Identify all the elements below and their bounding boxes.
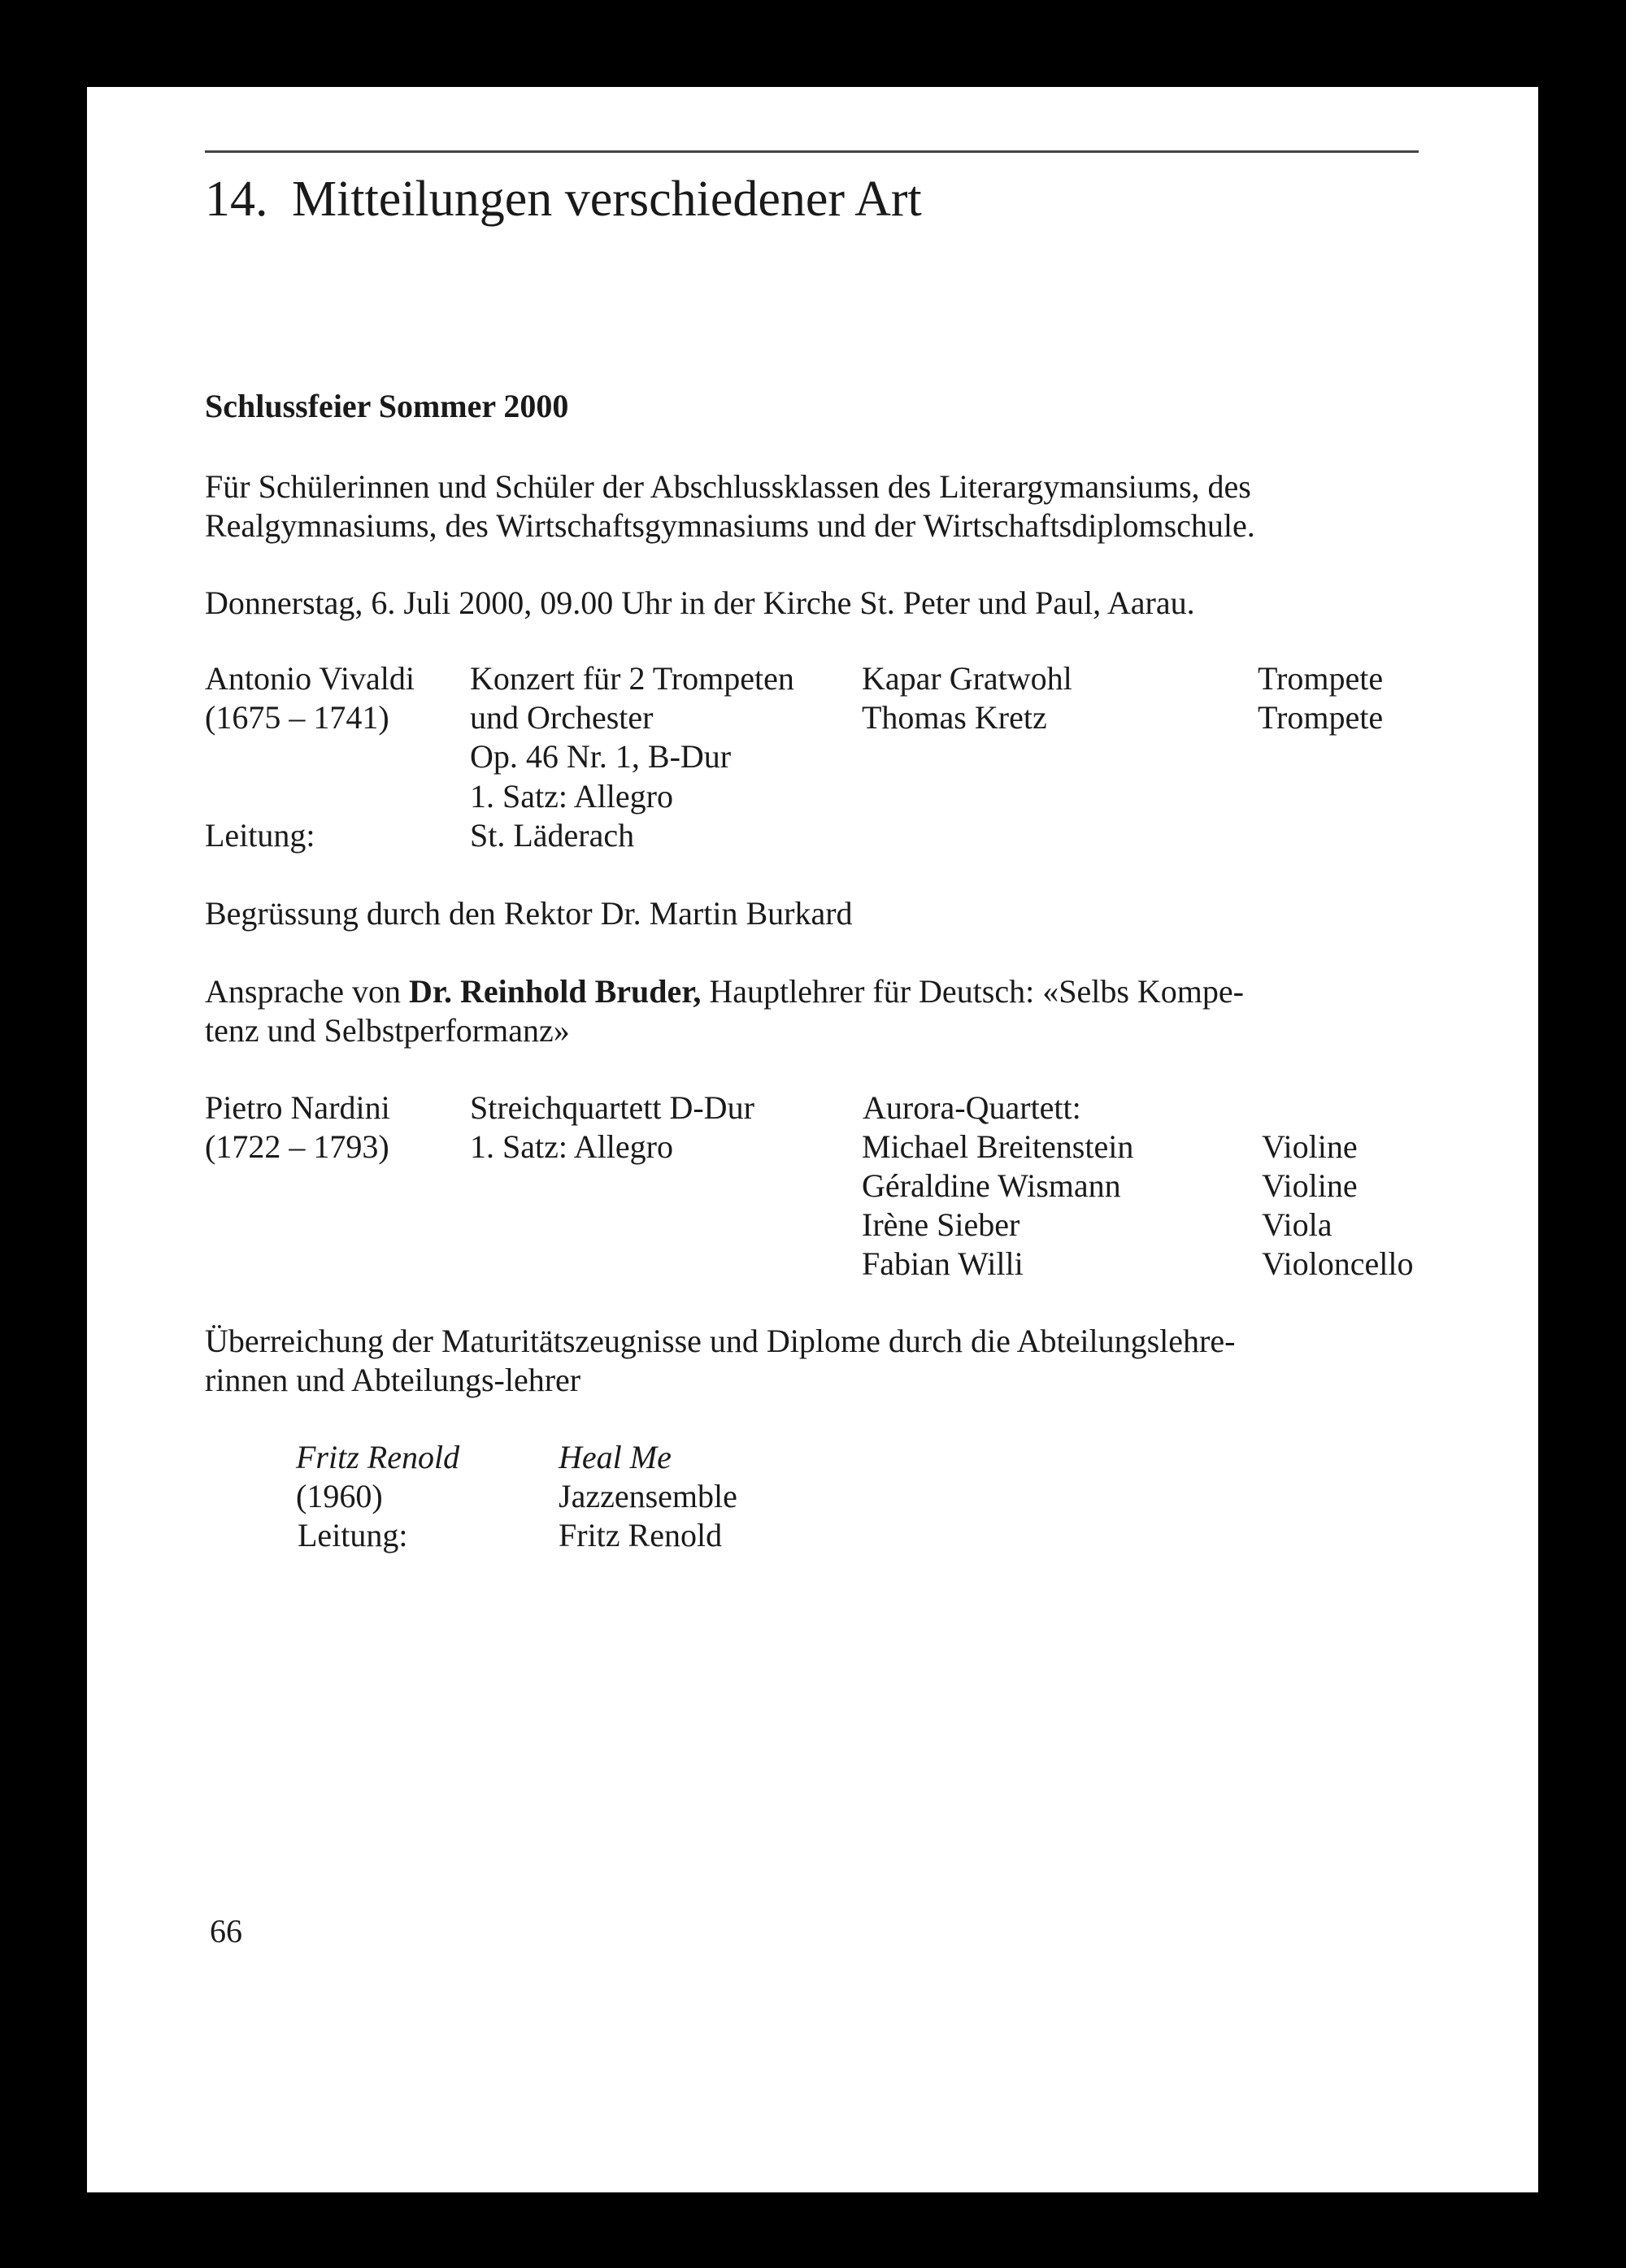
vivaldi-performer-instrument: Trompete <box>1258 660 1384 697</box>
nardini-performer-instrument: Violine <box>1262 1167 1358 1204</box>
section-heading <box>205 167 922 232</box>
vivaldi-work-line: und Orchester <box>470 699 654 736</box>
vivaldi-performer-name: Thomas Kretz <box>862 699 1047 736</box>
vivaldi-years: (1675 – 1741) <box>205 699 389 736</box>
section-number: 14. <box>205 172 268 227</box>
vivaldi-performer-instrument: Trompete <box>1258 699 1384 736</box>
vivaldi-leitung: St. Läderach <box>470 817 635 854</box>
nardini-performer-name: Géraldine Wismann <box>862 1167 1121 1204</box>
nardini-years: (1722 – 1793) <box>205 1128 389 1165</box>
diploma-line-2: rinnen und Abteilungs-lehrer <box>205 1362 581 1398</box>
vivaldi-composer: Antonio Vivaldi <box>205 660 415 697</box>
renold-leitung: Fritz Renold <box>559 1517 723 1553</box>
nardini-work-line: 1. Satz: Allegro <box>470 1128 673 1165</box>
nardini-performer-instrument: Violine <box>1262 1128 1358 1165</box>
vivaldi-work-line: 1. Satz: Allegro <box>470 778 673 815</box>
intro-line-1: Für Schülerinnen und Schüler der Abschlussklassen des Literargymansiums, des <box>205 468 1251 505</box>
nardini-ensemble: Aurora-Quartett: <box>863 1089 1081 1126</box>
speech-rest: Hauptlehrer für Deutsch: «Selbs Kompe- <box>701 973 1244 1010</box>
nardini-performer-name: Irène Sieber <box>862 1206 1020 1243</box>
greeting-line: Begrüssung durch den Rektor Dr. Martin Burkard <box>205 895 853 932</box>
renold-years: (1960) <box>296 1478 383 1514</box>
vivaldi-work-line: Konzert für 2 Trompeten <box>470 660 794 697</box>
vivaldi-leitung-label: Leitung: <box>205 817 315 854</box>
section-rule <box>205 150 1419 153</box>
nardini-work-line: Streichquartett D-Dur <box>470 1089 754 1126</box>
section-title: Mitteilungen verschiedener Art <box>292 172 922 227</box>
speech-speaker: Dr. Reinhold Bruder, <box>409 973 702 1010</box>
nardini-performer-instrument: Violoncello <box>1262 1245 1414 1282</box>
subheading: Schlussfeier Sommer 2000 <box>205 388 569 424</box>
speech-line-2: tenz und Selbstperformanz» <box>205 1012 570 1049</box>
renold-ensemble: Jazzensemble <box>559 1478 737 1514</box>
date-line: Donnerstag, 6. Juli 2000, 09.00 Uhr in der Kirche St. Peter und Paul, Aarau. <box>205 584 1195 621</box>
nardini-performer-name: Fabian Willi <box>862 1245 1024 1282</box>
intro-line-2: Realgymnasiums, des Wirtschaftsgymnasiums und der Wirtschaftsdiplomschule. <box>205 507 1255 544</box>
vivaldi-work-line: Op. 46 Nr. 1, B-Dur <box>470 738 732 775</box>
renold-composer: Fritz Renold <box>296 1439 460 1475</box>
speech-prefix: Ansprache von <box>205 973 410 1010</box>
renold-leitung-label: Leitung: <box>298 1517 408 1553</box>
page-number: 66 <box>210 1913 242 1949</box>
renold-work: Heal Me <box>559 1439 672 1475</box>
nardini-performer-name: Michael Breitenstein <box>862 1128 1134 1165</box>
vivaldi-performer-name: Kapar Gratwohl <box>862 660 1072 697</box>
diploma-line-1: Überreichung der Maturitätszeugnisse und Diplome durch die Abteilungslehre- <box>205 1323 1236 1359</box>
nardini-performer-instrument: Viola <box>1262 1206 1333 1243</box>
speech-line-1 <box>205 972 1244 1011</box>
nardini-composer: Pietro Nardini <box>205 1089 390 1126</box>
